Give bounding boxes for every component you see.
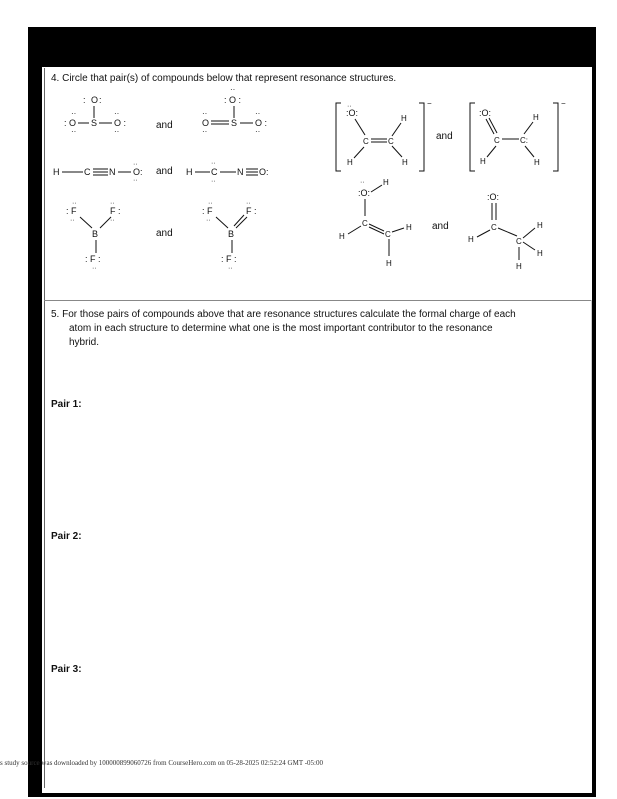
and-label-2: and [436, 131, 453, 142]
enol-structure [338, 176, 428, 272]
svg-text:: F :: : F : [221, 254, 237, 264]
svg-text:: O :: : O : [224, 95, 242, 105]
svg-text:C: C [211, 167, 218, 177]
pair-3-label: Pair 3: [51, 664, 82, 675]
svg-text:··: ·· [255, 127, 261, 136]
svg-text:C: C [494, 136, 500, 145]
svg-text:C: C [388, 137, 394, 146]
question-divider [44, 300, 591, 301]
svg-text:··: ·· [228, 265, 233, 272]
svg-text:−: − [561, 99, 566, 108]
svg-text:C: C [516, 237, 522, 246]
svg-text:··: ·· [133, 161, 138, 168]
and-label-5: and [432, 221, 449, 232]
svg-text:: F: : F [66, 206, 77, 216]
svg-text:H: H [53, 167, 60, 177]
svg-text:··: ·· [202, 127, 208, 136]
svg-text:H: H [533, 113, 539, 122]
page-left-rule [44, 68, 45, 788]
bf3-structure-2 [198, 200, 268, 272]
svg-text:H: H [534, 158, 540, 167]
download-footer: s study source was downloaded by 100000899060726 from CourseHero.com on 05-28-2025 02:52:24 GMT -05:00 [0, 759, 324, 767]
svg-text:O:: O: [133, 167, 143, 177]
svg-text:··: ·· [133, 177, 138, 184]
svg-text:S: S [231, 118, 238, 128]
svg-text:H: H [516, 262, 522, 271]
svg-text:C: C [363, 137, 369, 146]
svg-text:H: H [537, 249, 543, 258]
svg-text:B: B [228, 229, 235, 239]
svg-text::O:: :O: [346, 108, 359, 118]
and-label-3: and [156, 166, 173, 177]
svg-text:··: ·· [71, 127, 77, 136]
svg-text:··: ·· [202, 109, 208, 118]
svg-text::O:: :O: [487, 192, 500, 202]
svg-text:H: H [537, 221, 543, 230]
svg-text:··: ·· [230, 85, 236, 94]
svg-text:S: S [91, 118, 98, 128]
left-black-border [28, 27, 42, 797]
hcno-structure-2 [186, 158, 286, 186]
svg-text:··: ·· [114, 109, 120, 118]
enolate-bracket-1 [335, 101, 435, 173]
svg-text:··: ·· [92, 265, 97, 272]
svg-text:C: C [491, 223, 497, 232]
svg-text:: F: : F [202, 206, 213, 216]
svg-text:H: H [339, 232, 345, 241]
svg-text::O:: :O: [479, 108, 492, 118]
svg-text:O :: O : [114, 118, 127, 128]
svg-text:··: ·· [246, 200, 251, 207]
svg-text:··: ·· [114, 127, 120, 136]
svg-text:··: ·· [71, 109, 77, 118]
svg-text:··: ·· [255, 109, 261, 118]
svg-text:C:: C: [520, 136, 528, 145]
svg-text:H: H [401, 114, 407, 123]
svg-text:O: O [91, 95, 99, 105]
svg-text:N: N [109, 167, 116, 177]
and-label-1: and [156, 120, 173, 131]
svg-text:: F :: : F : [85, 254, 101, 264]
bf3-structure-1 [62, 200, 132, 272]
svg-text:H: H [480, 157, 486, 166]
svg-text::: : [99, 95, 102, 105]
svg-text:··: ·· [208, 200, 213, 207]
svg-text:··: ·· [347, 103, 352, 110]
svg-text:F :: F : [246, 206, 257, 216]
svg-text:C: C [362, 219, 368, 228]
svg-text:H: H [186, 167, 193, 177]
svg-text:H: H [383, 178, 389, 187]
svg-text:F :: F : [110, 206, 121, 216]
svg-text:H: H [406, 223, 412, 232]
question-4-text: 4. Circle that pair(s) of compounds below that represent resonance structures. [51, 73, 397, 84]
svg-text:H: H [468, 235, 474, 244]
svg-text:B: B [92, 229, 99, 239]
svg-text:H: H [402, 158, 408, 167]
svg-text:N: N [237, 167, 244, 177]
svg-text:O :: O : [255, 118, 268, 128]
svg-text:··: ·· [211, 178, 216, 185]
svg-text:O: O [202, 118, 210, 128]
enolate-bracket-2 [469, 101, 569, 173]
svg-text:H: H [386, 259, 392, 268]
pair-2-label: Pair 2: [51, 531, 82, 542]
page-right-rule [591, 300, 592, 440]
svg-text::: : [83, 95, 86, 105]
svg-text:C: C [385, 230, 391, 239]
svg-text::O:: :O: [358, 188, 371, 198]
top-black-bar [28, 27, 596, 67]
question-5-line-3: hybrid. [69, 337, 100, 348]
bottom-black-border [28, 793, 596, 797]
svg-text:··: ·· [206, 217, 211, 224]
right-black-border [592, 27, 596, 797]
ketone-structure [467, 190, 557, 272]
so3-structure-2 [198, 85, 278, 142]
svg-text:−: − [427, 99, 432, 108]
pair-1-label: Pair 1: [51, 399, 82, 410]
question-5-line-2: atom in each structure to determine what one is the most important contributor to the resonance [69, 323, 493, 334]
svg-text:O:: O: [259, 167, 269, 177]
svg-text:··: ·· [211, 160, 216, 167]
svg-text:: O: : O [64, 118, 77, 128]
svg-text:··: ·· [110, 217, 115, 224]
svg-text:H: H [347, 158, 353, 167]
svg-text:··: ·· [110, 200, 115, 207]
svg-text:··: ·· [360, 179, 365, 186]
so3-structure-1 [56, 92, 136, 142]
svg-text:C: C [84, 167, 91, 177]
question-5-line-1: 5. For those pairs of compounds above that are resonance structures calculate the formal charge of each [51, 309, 516, 320]
svg-text:··: ·· [70, 217, 75, 224]
and-label-4: and [156, 228, 173, 239]
hcno-structure-1 [53, 160, 153, 184]
svg-text:··: ·· [72, 200, 77, 207]
